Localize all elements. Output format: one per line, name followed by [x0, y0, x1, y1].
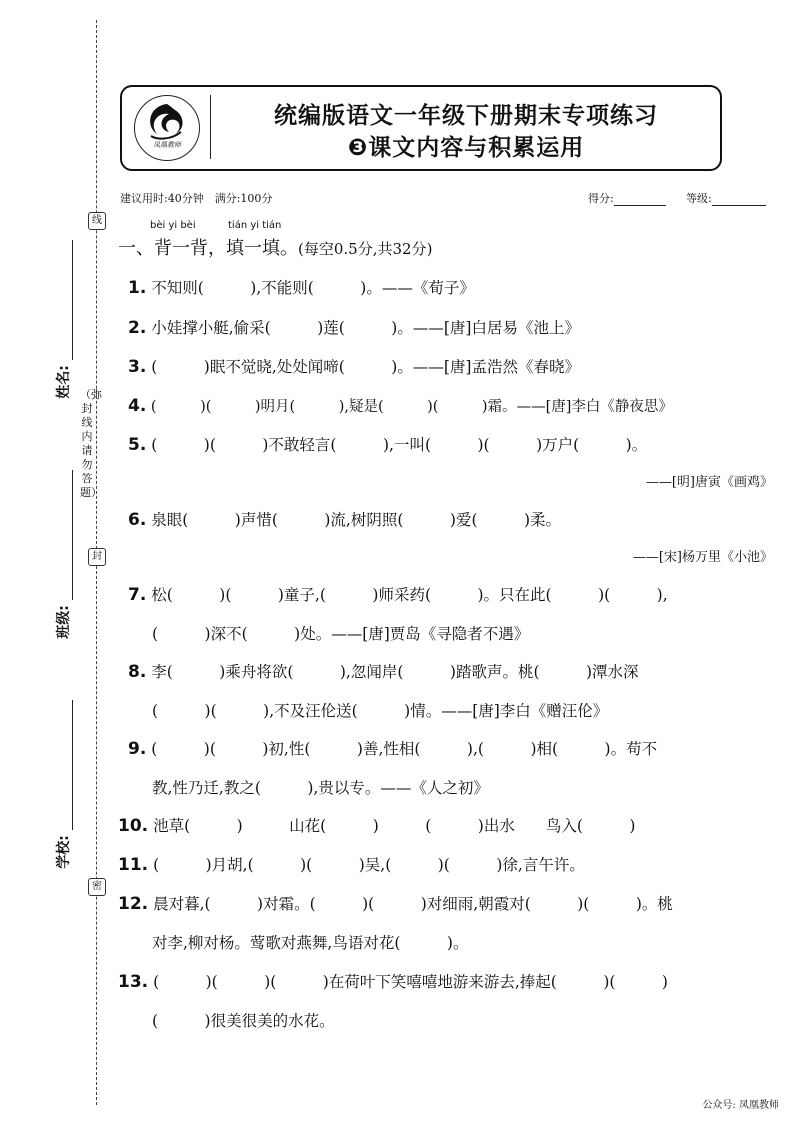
question-5-source: ——[明]唐寅《画鸡》 [645, 475, 773, 490]
seal-note: （弥封线内请勿答题） [80, 388, 102, 499]
question-number: 4. [128, 396, 147, 416]
question-text[interactable]: 泉眼( )声惜( )流,树阴照( )爱( )柔。 [151, 511, 562, 529]
question-number: 3. [128, 357, 147, 377]
name-field-line[interactable] [72, 240, 73, 360]
question-text[interactable]: ( )( )明月( ),疑是( )( )霜。——[唐]李白《静夜思》 [150, 399, 673, 415]
question-6-source: ——[宋]杨万里《小池》 [632, 550, 773, 565]
section-note: (每空0.5分,共32分) [298, 240, 433, 258]
question-9 [128, 737, 657, 759]
page-title: 统编版语文一年级下册期末专项练习 [274, 103, 658, 129]
footer-wechat: 公众号: 凤凰教师 [702, 1100, 779, 1111]
page-subtitle: ❸课文内容与积累运用 [347, 135, 585, 161]
question-number: 10. [118, 816, 149, 836]
question-13 [118, 970, 668, 992]
question-text[interactable]: 小娃撑小艇,偷采( )莲( )。——[唐]白居易《池上》 [151, 319, 580, 337]
seal-char-secret: 密 [88, 878, 106, 896]
pinyin-bei: bèi yi bèi [150, 220, 196, 231]
question-number: 8. [128, 662, 147, 682]
question-number: 2. [128, 318, 147, 338]
logo-icon [134, 95, 200, 161]
question-11 [118, 853, 585, 875]
grade-field [686, 190, 766, 206]
school-label: 学校: [55, 835, 72, 869]
score-field [588, 190, 666, 206]
question-number: 1. [128, 278, 147, 298]
question-4 [128, 395, 673, 416]
score-blank[interactable] [614, 205, 666, 206]
question-text[interactable]: ( )( )( )在荷叶下笑嘻嘻地游来游去,捧起( )( ) [153, 973, 668, 991]
question-8-line-2[interactable]: ( )( ),不及汪伦送( )情。——[唐]李白《赠汪伦》 [152, 702, 609, 720]
question-number: 7. [128, 585, 147, 605]
logo-text: 凤凰教师 [153, 141, 181, 149]
class-label: 班级: [55, 605, 72, 639]
pinyin-tian: tián yi tián [228, 220, 282, 231]
question-7 [128, 583, 668, 605]
question-12-line-2[interactable]: 对李,柳对杨。莺歌对燕舞,鸟语对花( )。 [152, 934, 469, 952]
question-text[interactable]: ( )( )不敢轻言( ),一叫( )( )万户( )。 [151, 436, 648, 454]
section-heading [118, 220, 433, 260]
time-score-info: 建议用时:40分钟 满分:100分 [120, 192, 273, 205]
question-13-line-2[interactable]: ( )很美很美的水花。 [152, 1012, 335, 1030]
question-8 [128, 660, 639, 682]
question-number: 6. [128, 510, 147, 530]
grade-label: 等级: [686, 192, 712, 205]
question-text[interactable]: 池草( ) 山花( ) ( )出水 鸟入( ) [153, 817, 636, 835]
question-text[interactable]: 晨对暮,( )对霜。( )( )对细雨,朝霞对( )( )。桃 [153, 895, 673, 913]
question-12 [118, 892, 673, 914]
question-number: 11. [118, 855, 149, 875]
question-6 [128, 508, 561, 530]
question-5 [128, 433, 647, 455]
question-text[interactable]: ( )眠不觉晓,处处闻啼( )。——[唐]孟浩然《春晓》 [151, 358, 580, 376]
question-9-line-2[interactable]: 教,性乃迁,教之( ),贵以专。——《人之初》 [152, 779, 489, 797]
question-number: 5. [128, 435, 147, 455]
question-text[interactable]: 李( )乘舟将欲( ),忽闻岸( )踏歌声。桃( )潭水深 [151, 663, 639, 681]
seal-char-seal: 封 [88, 548, 106, 566]
question-10 [118, 814, 635, 836]
name-label: 姓名: [55, 365, 72, 399]
header-divider [210, 95, 211, 159]
question-2 [128, 316, 580, 338]
question-text[interactable]: 不知则( ),不能则( )。——《荀子》 [151, 279, 475, 297]
section-title: 一、背一背，填一填。 [118, 238, 298, 259]
question-text[interactable]: 松( )( )童子,( )师采药( )。只在此( )( ), [151, 586, 668, 604]
question-3 [128, 355, 580, 377]
question-number: 13. [118, 972, 149, 992]
question-number: 12. [118, 894, 149, 914]
class-field-line[interactable] [72, 470, 73, 600]
question-text[interactable]: ( )月胡,( )( )吴,( )( )徐,言午许。 [153, 856, 585, 874]
grade-blank[interactable] [712, 205, 766, 206]
seal-char-line: 线 [88, 212, 106, 230]
score-label: 得分: [588, 192, 614, 205]
header-box [120, 85, 722, 171]
school-field-line[interactable] [72, 700, 73, 830]
question-number: 9. [128, 739, 147, 759]
question-1 [128, 276, 475, 298]
question-text[interactable]: ( )( )初,性( )善,性相( ),( )相( )。苟不 [151, 740, 658, 758]
question-7-line-2[interactable]: ( )深不( )处。——[唐]贾岛《寻隐者不遇》 [152, 625, 530, 643]
